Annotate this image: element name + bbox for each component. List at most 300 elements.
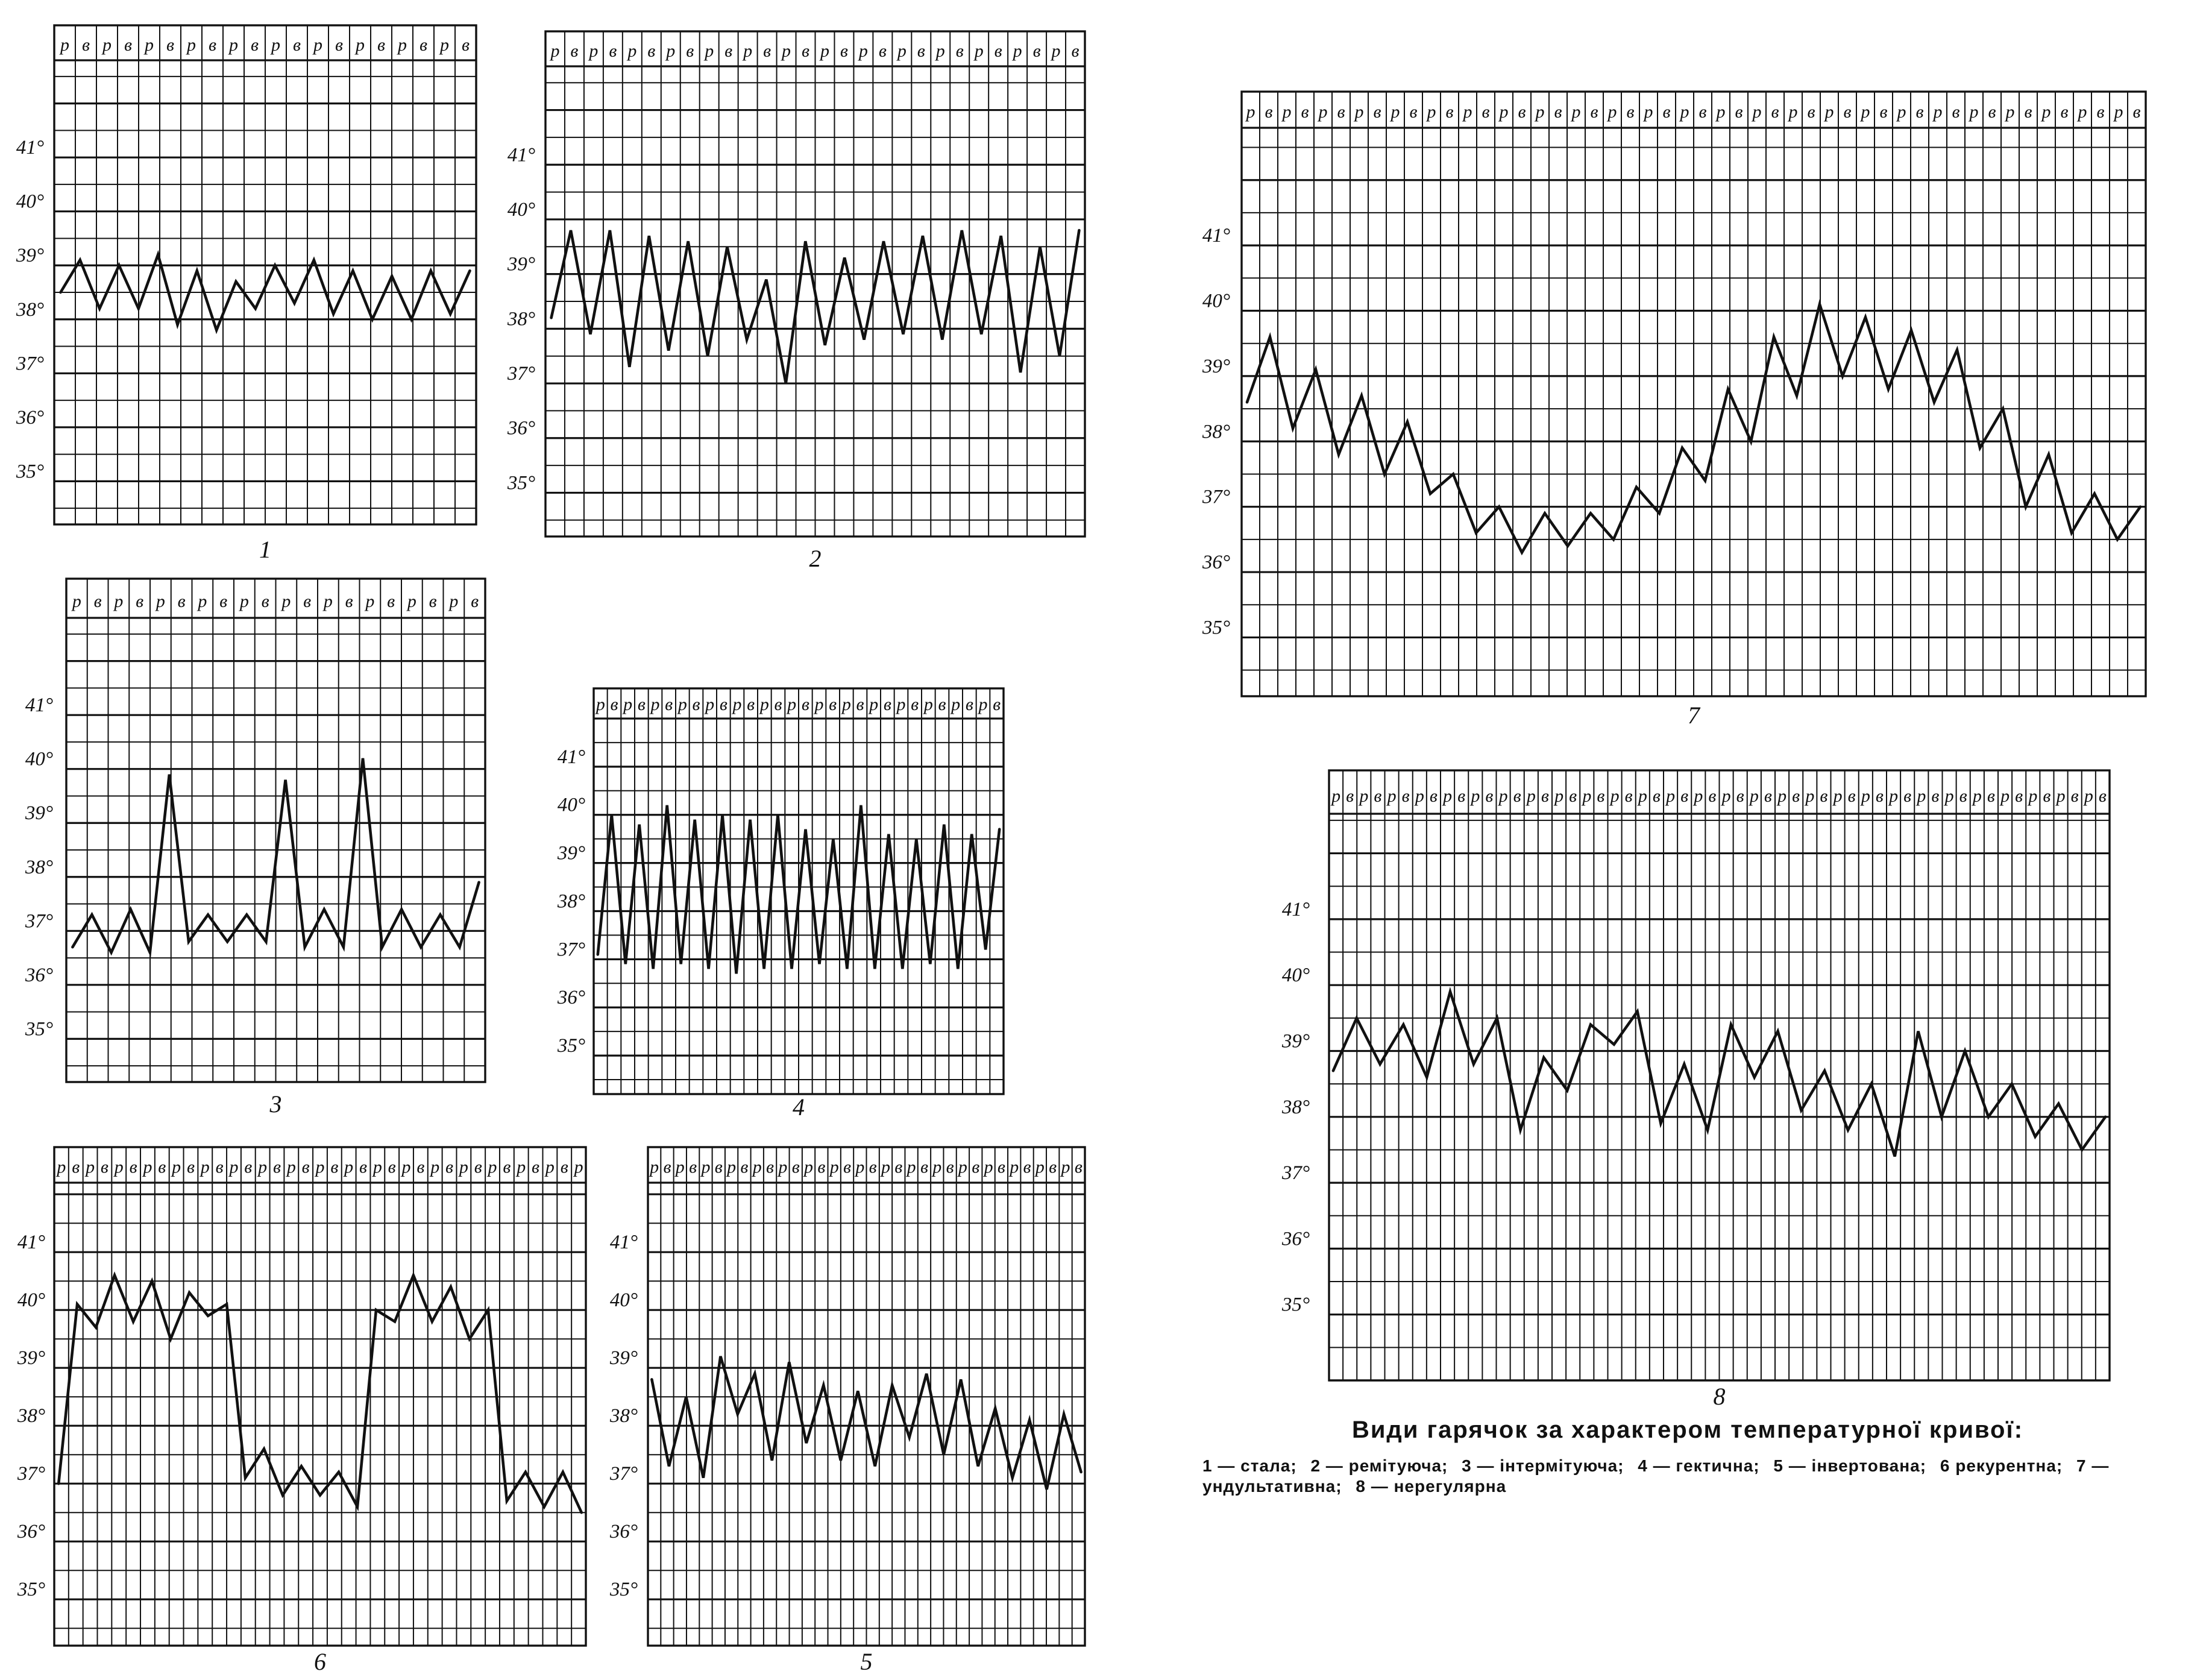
chart-number: 1 [259, 536, 271, 563]
header-evening-label: в [2015, 785, 2023, 806]
header-evening-label: в [965, 694, 973, 714]
y-tick-label: 40° [25, 748, 54, 770]
header-evening-label: в [244, 1157, 253, 1177]
chart-6-recurrent-fever [17, 1147, 586, 1675]
header-evening-label: в [124, 34, 133, 55]
header-morning-label: р [459, 1157, 468, 1177]
header-morning-label: р [143, 1157, 152, 1177]
header-morning-label: р [1318, 102, 1328, 122]
header-morning-label: р [200, 1157, 210, 1177]
header-evening-label: в [610, 694, 618, 714]
header-morning-label: р [869, 694, 879, 714]
header-evening-label: в [1708, 785, 1717, 806]
y-tick-label: 35° [609, 1579, 638, 1601]
header-evening-label: в [1771, 102, 1779, 122]
header-morning-label: р [1749, 785, 1759, 806]
header-morning-label: р [545, 1157, 555, 1177]
header-morning-label: р [1607, 102, 1617, 122]
header-morning-label: р [57, 1157, 66, 1177]
header-evening-label: в [665, 694, 673, 714]
header-evening-label: в [1445, 102, 1454, 122]
y-tick-label: 39° [17, 1347, 46, 1370]
header-evening-label: в [330, 1157, 339, 1177]
header-morning-label: р [984, 1157, 993, 1177]
header-evening-label: в [345, 591, 353, 611]
header-evening-label: в [724, 40, 733, 61]
header-evening-label: в [955, 40, 964, 61]
header-morning-label: р [1861, 785, 1870, 806]
chart-number: 7 [1688, 702, 1700, 729]
header-evening-label: в [474, 1157, 482, 1177]
header-evening-label: в [1792, 785, 1800, 806]
header-morning-label: р [1391, 102, 1400, 122]
header-morning-label: р [1833, 785, 1843, 806]
chart-7-undulating-fever [1202, 92, 2146, 729]
header-evening-label: в [1988, 102, 1996, 122]
y-tick-label: 40° [16, 190, 45, 213]
header-evening-label: в [301, 1157, 310, 1177]
header-morning-label: р [172, 1157, 181, 1177]
header-morning-label: р [858, 40, 868, 61]
y-tick-label: 36° [25, 964, 54, 986]
header-evening-label: в [1680, 785, 1689, 806]
header-evening-label: в [359, 1157, 368, 1177]
header-evening-label: в [1903, 785, 1912, 806]
header-morning-label: р [727, 1157, 737, 1177]
header-morning-label: р [286, 1157, 296, 1177]
header-evening-label: в [1807, 102, 1815, 122]
chart-1-constant-fever [16, 25, 476, 563]
header-evening-label: в [208, 34, 217, 55]
header-evening-label: в [186, 1157, 195, 1177]
y-tick-label: 38° [1202, 421, 1231, 443]
header-evening-label: в [2043, 785, 2051, 806]
y-tick-label: 35° [1202, 617, 1231, 639]
header-evening-label: в [747, 694, 755, 714]
header-morning-label: р [229, 1157, 239, 1177]
y-tick-label: 36° [17, 1521, 46, 1543]
header-morning-label: р [1010, 1157, 1019, 1177]
y-tick-label: 37° [609, 1463, 638, 1485]
y-tick-label: 36° [609, 1521, 638, 1543]
header-evening-label: в [917, 40, 925, 61]
header-morning-label: р [1359, 785, 1369, 806]
y-tick-label: 41° [17, 1232, 46, 1254]
header-morning-label: р [951, 694, 961, 714]
header-evening-label: в [1457, 785, 1466, 806]
header-evening-label: в [1987, 785, 1995, 806]
header-evening-label: в [1597, 785, 1605, 806]
header-morning-label: р [1969, 102, 1979, 122]
y-tick-label: 41° [609, 1232, 638, 1254]
header-morning-label: р [759, 694, 769, 714]
caption-legend [1202, 1456, 2173, 1497]
y-tick-label: 37° [16, 353, 45, 375]
header-morning-label: р [923, 694, 933, 714]
header-evening-label: в [719, 694, 727, 714]
header-evening-label: в [1879, 102, 1888, 122]
header-morning-label: р [430, 1157, 440, 1177]
y-tick-label: 38° [507, 308, 536, 330]
header-evening-label: в [1023, 1157, 1031, 1177]
header-morning-label: р [814, 694, 824, 714]
header-morning-label: р [1680, 102, 1689, 122]
header-evening-label: в [1265, 102, 1273, 122]
header-morning-label: р [1035, 1157, 1045, 1177]
header-evening-label: в [570, 40, 579, 61]
header-morning-label: р [2084, 785, 2093, 806]
header-evening-label: в [93, 591, 102, 611]
header-evening-label: в [1429, 785, 1438, 806]
y-tick-label: 40° [17, 1289, 46, 1312]
header-evening-label: в [1032, 40, 1041, 61]
y-tick-label: 37° [1202, 486, 1231, 508]
legend-item-6: 6 рекурентна; [1940, 1456, 2063, 1475]
header-morning-label: р [1666, 785, 1676, 806]
y-tick-label: 39° [507, 253, 536, 275]
header-evening-label: в [2070, 785, 2079, 806]
y-tick-label: 41° [1202, 225, 1231, 247]
header-morning-label: р [1824, 102, 1834, 122]
header-morning-label: р [550, 40, 560, 61]
header-evening-label: в [1409, 102, 1418, 122]
header-evening-label: в [1626, 102, 1635, 122]
header-morning-label: р [323, 591, 333, 611]
header-morning-label: р [666, 40, 676, 61]
header-evening-label: в [250, 34, 259, 55]
header-morning-label: р [782, 40, 791, 61]
legend-item-2: 2 — ремітуюча; [1310, 1456, 1448, 1475]
header-evening-label: в [920, 1157, 928, 1177]
header-morning-label: р [1897, 102, 1906, 122]
header-evening-label: в [532, 1157, 540, 1177]
caption-title: Види гарячок за характером температурної кривої: [1351, 1417, 2024, 1443]
header-evening-label: в [416, 1157, 425, 1177]
y-tick-label: 39° [1202, 355, 1231, 377]
header-morning-label: р [841, 694, 851, 714]
header-evening-label: в [335, 34, 344, 55]
y-tick-label: 40° [507, 198, 536, 221]
header-evening-label: в [692, 694, 700, 714]
header-evening-label: в [2132, 102, 2141, 122]
chart-8-irregular-fever [1281, 770, 2110, 1410]
header-morning-label: р [677, 694, 687, 714]
header-morning-label: р [705, 40, 714, 61]
header-evening-label: в [166, 34, 175, 55]
header-evening-label: в [303, 591, 312, 611]
header-evening-label: в [791, 1157, 800, 1177]
y-tick-label: 37° [1281, 1162, 1310, 1184]
header-evening-label: в [2024, 102, 2032, 122]
header-morning-label: р [156, 591, 165, 611]
legend-item-4: 4 — гектична; [1638, 1456, 1760, 1475]
header-evening-label: в [686, 40, 694, 61]
header-morning-label: р [440, 34, 449, 55]
header-evening-label: в [503, 1157, 511, 1177]
header-evening-label: в [689, 1157, 697, 1177]
header-morning-label: р [1644, 102, 1653, 122]
y-tick-label: 38° [17, 1405, 46, 1427]
header-evening-label: в [802, 40, 810, 61]
header-evening-label: в [1337, 102, 1345, 122]
y-tick-label: 35° [25, 1018, 54, 1040]
header-evening-label: в [471, 591, 479, 611]
header-morning-label: р [1805, 785, 1815, 806]
header-evening-label: в [663, 1157, 671, 1177]
header-evening-label: в [429, 591, 437, 611]
header-morning-label: р [1944, 785, 1954, 806]
header-evening-label: в [1071, 40, 1079, 61]
header-evening-label: в [894, 1157, 903, 1177]
header-evening-label: в [843, 1157, 852, 1177]
header-evening-label: в [1875, 785, 1884, 806]
header-morning-label: р [752, 1157, 762, 1177]
header-morning-label: р [1463, 102, 1472, 122]
y-tick-label: 38° [25, 856, 54, 878]
header-evening-label: в [1698, 102, 1707, 122]
header-evening-label: в [856, 694, 864, 714]
header-morning-label: р [1498, 785, 1508, 806]
chart-number: 8 [1713, 1383, 1726, 1410]
header-morning-label: р [1427, 102, 1436, 122]
header-morning-label: р [2056, 785, 2066, 806]
header-morning-label: р [705, 694, 715, 714]
header-evening-label: в [292, 34, 301, 55]
header-morning-label: р [595, 694, 605, 714]
header-evening-label: в [1843, 102, 1852, 122]
header-morning-label: р [627, 40, 637, 61]
header-evening-label: в [1847, 785, 1856, 806]
legend-item-7: 7 — ундультативна; [1202, 1456, 2110, 1496]
chart-number: 4 [793, 1093, 805, 1121]
header-evening-label: в [81, 34, 90, 55]
header-morning-label: р [574, 1157, 583, 1177]
header-morning-label: р [1972, 785, 1982, 806]
header-evening-label: в [1735, 102, 1743, 122]
header-morning-label: р [907, 1157, 916, 1177]
y-tick-label: 35° [1281, 1294, 1310, 1316]
header-morning-label: р [974, 40, 984, 61]
header-morning-label: р [787, 694, 797, 714]
y-tick-label: 40° [1202, 290, 1231, 312]
header-morning-label: р [896, 694, 906, 714]
header-evening-label: в [1652, 785, 1661, 806]
header-evening-label: в [997, 1157, 1005, 1177]
header-morning-label: р [187, 34, 196, 55]
header-morning-label: р [1443, 785, 1453, 806]
header-evening-label: в [1074, 1157, 1083, 1177]
y-tick-label: 41° [507, 144, 536, 166]
header-morning-label: р [488, 1157, 497, 1177]
header-evening-label: в [72, 1157, 80, 1177]
header-morning-label: р [2041, 102, 2051, 122]
header-morning-label: р [958, 1157, 967, 1177]
header-evening-label: в [136, 591, 144, 611]
y-tick-label: 39° [25, 802, 54, 825]
header-morning-label: р [1499, 102, 1509, 122]
header-evening-label: в [938, 694, 946, 714]
header-morning-label: р [1471, 785, 1480, 806]
header-evening-label: в [445, 1157, 454, 1177]
y-tick-label: 35° [16, 461, 45, 483]
header-evening-label: в [1569, 785, 1577, 806]
header-morning-label: р [1387, 785, 1397, 806]
header-evening-label: в [1401, 785, 1410, 806]
header-morning-label: р [675, 1157, 685, 1177]
header-morning-label: р [281, 591, 291, 611]
y-tick-label: 36° [16, 406, 45, 429]
header-evening-label: в [2060, 102, 2069, 122]
header-morning-label: р [114, 591, 124, 611]
header-evening-label: в [261, 591, 269, 611]
header-morning-label: р [356, 34, 365, 55]
y-tick-label: 39° [609, 1347, 638, 1370]
header-evening-label: в [1931, 785, 1940, 806]
y-tick-label: 39° [16, 245, 45, 267]
header-morning-label: р [271, 34, 280, 55]
header-evening-label: в [419, 34, 428, 55]
header-evening-label: в [714, 1157, 723, 1177]
chart-5-inverted-fever [609, 1147, 1085, 1675]
header-morning-label: р [732, 694, 742, 714]
header-evening-label: в [1301, 102, 1309, 122]
header-morning-label: р [650, 694, 660, 714]
y-tick-label: 36° [1281, 1228, 1310, 1250]
header-morning-label: р [1582, 785, 1592, 806]
header-evening-label: в [1541, 785, 1549, 806]
header-evening-label: в [219, 591, 228, 611]
header-evening-label: в [801, 694, 809, 714]
header-evening-label: в [1590, 102, 1598, 122]
header-morning-label: р [1554, 785, 1564, 806]
header-evening-label: в [177, 591, 186, 611]
header-morning-label: р [60, 34, 69, 55]
y-tick-label: 35° [17, 1579, 46, 1601]
header-evening-label: в [388, 1157, 396, 1177]
y-tick-label: 41° [25, 694, 54, 717]
chart-number: 3 [269, 1090, 282, 1118]
header-morning-label: р [1051, 40, 1061, 61]
header-morning-label: р [315, 1157, 325, 1177]
header-morning-label: р [114, 1157, 124, 1177]
header-morning-label: р [623, 694, 633, 714]
header-morning-label: р [1354, 102, 1364, 122]
y-tick-label: 37° [17, 1463, 46, 1485]
header-morning-label: р [1638, 785, 1647, 806]
header-evening-label: в [1764, 785, 1772, 806]
legend-item-1: 1 — стала; [1202, 1456, 1297, 1475]
header-evening-label: в [647, 40, 656, 61]
header-morning-label: р [401, 1157, 411, 1177]
header-morning-label: р [881, 1157, 890, 1177]
y-tick-label: 38° [557, 890, 586, 913]
header-evening-label: в [1554, 102, 1562, 122]
header-evening-label: в [100, 1157, 108, 1177]
y-tick-label: 41° [557, 746, 586, 768]
header-evening-label: в [1373, 102, 1381, 122]
header-evening-label: в [2096, 102, 2105, 122]
header-evening-label: в [1959, 785, 1967, 806]
header-morning-label: р [855, 1157, 865, 1177]
header-morning-label: р [372, 1157, 382, 1177]
header-morning-label: р [1788, 102, 1798, 122]
header-morning-label: р [743, 40, 753, 61]
y-tick-label: 36° [1202, 552, 1231, 574]
legend-item-5: 5 — інвертована; [1773, 1456, 1927, 1475]
header-evening-label: в [215, 1157, 224, 1177]
header-morning-label: р [978, 694, 988, 714]
header-morning-label: р [1721, 785, 1731, 806]
header-morning-label: р [449, 591, 459, 611]
header-morning-label: р [1331, 785, 1341, 806]
header-morning-label: р [1061, 1157, 1070, 1177]
header-morning-label: р [1246, 102, 1255, 122]
chart-number: 6 [314, 1648, 326, 1675]
header-evening-label: в [740, 1157, 749, 1177]
header-evening-label: в [840, 40, 848, 61]
header-morning-label: р [1415, 785, 1424, 806]
y-tick-label: 41° [16, 137, 45, 159]
header-evening-label: в [1482, 102, 1490, 122]
header-evening-label: в [878, 40, 887, 61]
y-tick-label: 38° [609, 1405, 638, 1427]
header-evening-label: в [1952, 102, 1960, 122]
header-evening-label: в [387, 591, 395, 611]
y-tick-label: 35° [557, 1035, 586, 1057]
chart-4-hectic-fever [557, 688, 1004, 1121]
header-morning-label: р [239, 591, 249, 611]
header-evening-label: в [1624, 785, 1633, 806]
header-evening-label: в [1518, 102, 1526, 122]
y-tick-label: 38° [1281, 1096, 1310, 1118]
header-evening-label: в [609, 40, 617, 61]
legend-item-8: 8 — нерегулярна [1356, 1477, 1507, 1496]
header-evening-label: в [560, 1157, 568, 1177]
header-evening-label: в [766, 1157, 775, 1177]
header-morning-label: р [1716, 102, 1726, 122]
header-morning-label: р [1777, 785, 1787, 806]
header-evening-label: в [869, 1157, 877, 1177]
header-morning-label: р [1535, 102, 1545, 122]
header-morning-label: р [2078, 102, 2087, 122]
header-morning-label: р [1889, 785, 1899, 806]
y-tick-label: 36° [507, 417, 536, 439]
figure-caption [1202, 1417, 2173, 1497]
header-morning-label: р [2000, 785, 2010, 806]
header-morning-label: р [1610, 785, 1620, 806]
header-morning-label: р [2028, 785, 2038, 806]
header-evening-label: в [461, 34, 470, 55]
header-morning-label: р [778, 1157, 788, 1177]
header-evening-label: в [272, 1157, 281, 1177]
header-morning-label: р [1694, 785, 1703, 806]
header-morning-label: р [1917, 785, 1926, 806]
header-morning-label: р [935, 40, 945, 61]
y-tick-label: 40° [609, 1289, 638, 1312]
header-morning-label: р [1526, 785, 1536, 806]
y-tick-label: 39° [1281, 1030, 1310, 1052]
header-morning-label: р [398, 34, 407, 55]
header-evening-label: в [2098, 785, 2107, 806]
y-tick-label: 36° [557, 987, 586, 1009]
y-tick-label: 40° [557, 794, 586, 816]
header-morning-label: р [804, 1157, 814, 1177]
header-morning-label: р [365, 591, 375, 611]
header-morning-label: р [72, 591, 81, 611]
header-evening-label: в [829, 694, 837, 714]
header-evening-label: в [883, 694, 891, 714]
y-tick-label: 37° [557, 939, 586, 961]
